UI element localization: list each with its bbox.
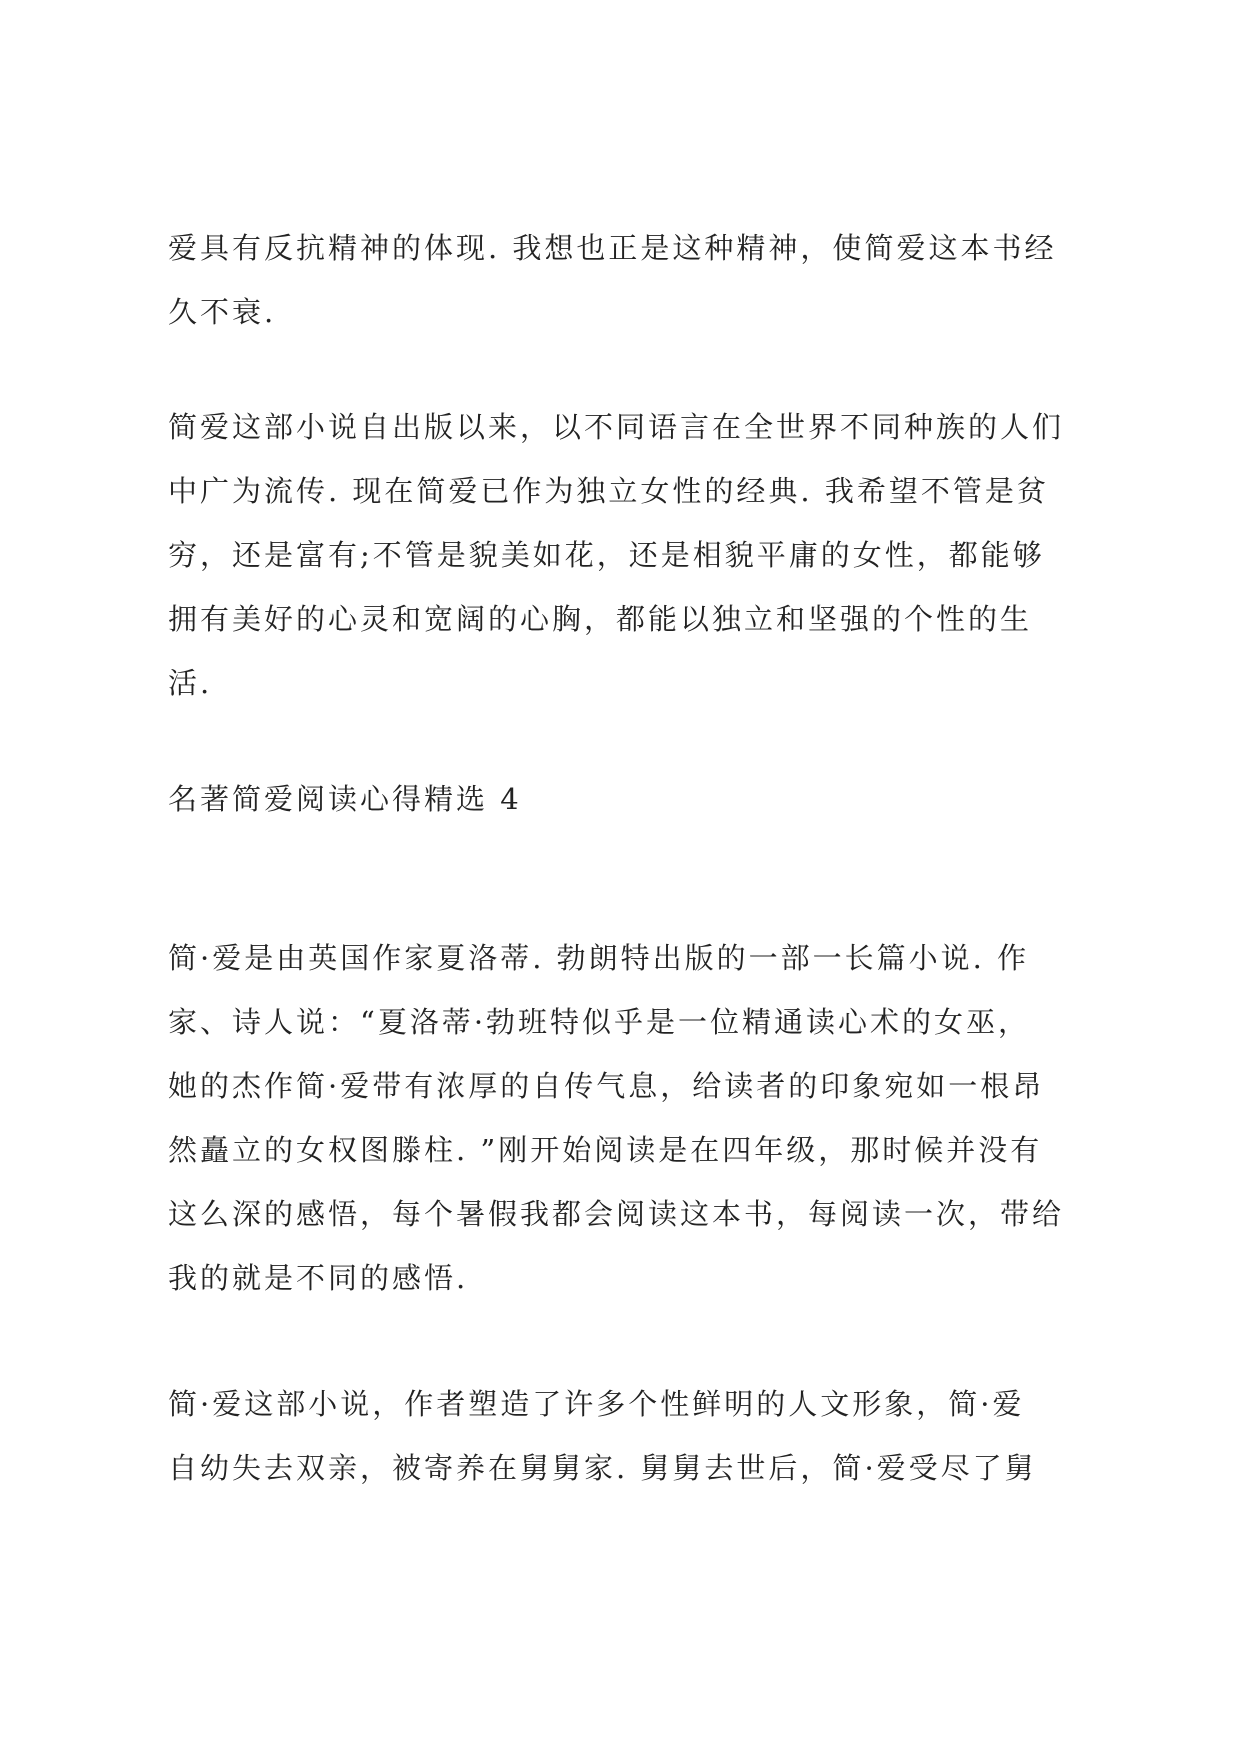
paragraph-line: 简·爱是由英国作家夏洛蒂. 勃朗特出版的一部一长篇小说. 作 <box>168 941 1030 975</box>
paragraph-line: 这么深的感悟，每个暑假我都会阅读这本书，每阅读一次，带给 <box>168 1197 1065 1231</box>
paragraph-line: 她的杰作简·爱带有浓厚的自传气息，给读者的印象宛如一根昂 <box>168 1069 1045 1103</box>
paragraph-line: 简·爱这部小说，作者塑造了许多个性鲜明的人文形象，简·爱 <box>168 1387 1025 1421</box>
paragraph <box>168 926 1103 1310</box>
paragraph-line: 活. <box>168 666 213 700</box>
paragraph-line: 然矗立的女权图滕柱. ”刚开始阅读是在四年级，那时候并没有 <box>168 1133 1043 1167</box>
paragraph-line: 家、诗人说：“夏洛蒂·勃班特似乎是一位精通读心术的女巫， <box>168 1005 1031 1039</box>
paragraph-line: 自幼失去双亲，被寄养在舅舅家. 舅舅去世后，简·爱受尽了舅 <box>168 1451 1037 1485</box>
paragraph-line: 拥有美好的心灵和宽阔的心胸，都能以独立和坚强的个性的生 <box>168 602 1033 636</box>
section-heading <box>168 767 1103 831</box>
paragraph <box>168 395 1103 715</box>
paragraph-line: 简爱这部小说自出版以来，以不同语言在全世界不同种族的人们 <box>168 410 1065 444</box>
section-heading-text: 名著简爱阅读心得精选 4 <box>168 782 522 816</box>
paragraph-line: 爱具有反抗精神的体现. 我想也正是这种精神，使简爱这本书经 <box>168 231 1057 265</box>
paragraph <box>168 216 1103 344</box>
paragraph-line: 久不衰. <box>168 295 277 329</box>
paragraph-line: 穷，还是富有;不管是貌美如花，还是相貌平庸的女性，都能够 <box>168 538 1045 572</box>
paragraph-line: 中广为流传. 现在简爱已作为独立女性的经典. 我希望不管是贫 <box>168 474 1049 508</box>
paragraph-line: 我的就是不同的感悟. <box>168 1261 469 1295</box>
paragraph <box>168 1372 1103 1500</box>
